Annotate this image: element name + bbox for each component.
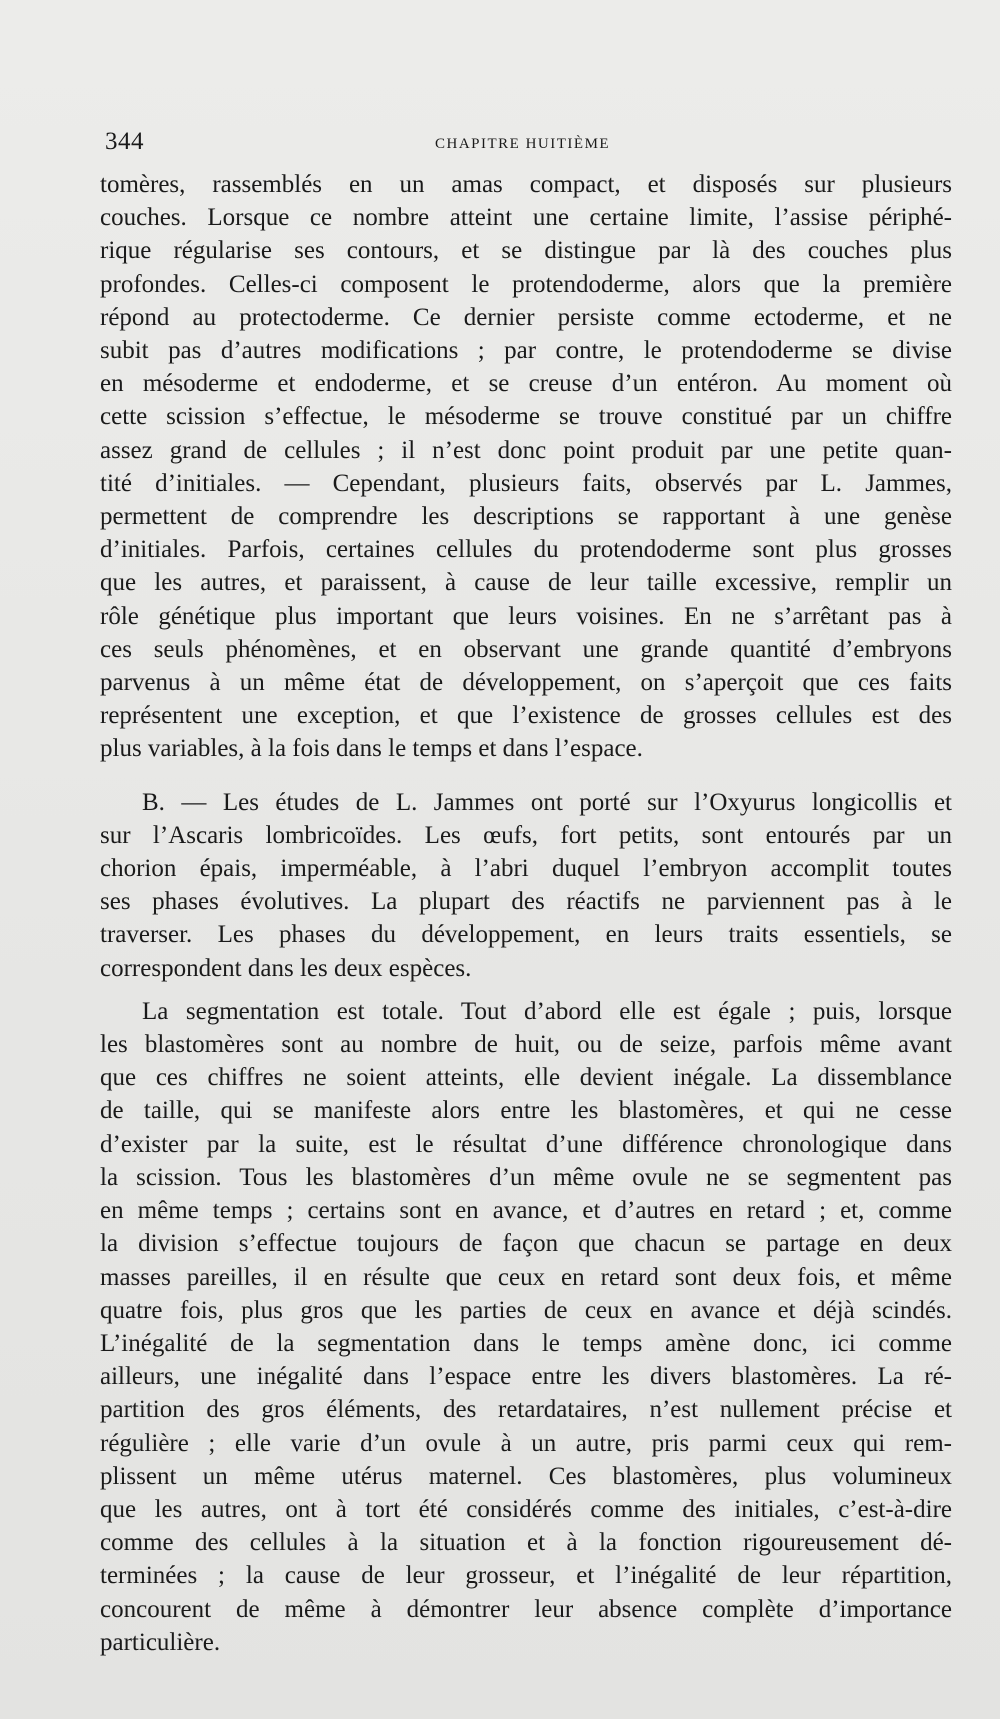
text-line: sur l’Ascaris lombricoïdes. Les œufs, fort petits, sont entourés par un <box>100 821 952 849</box>
text-line: assez grand de cellules ; il n’est donc point produit par une petite quan- <box>100 436 952 464</box>
text-line: tité d’initiales. — Cependant, plusieurs faits, observés par L. Jammes, <box>100 469 952 497</box>
text-line: La segmentation est totale. Tout d’abord elle est égale ; puis, lorsque <box>142 997 952 1025</box>
text-line: quatre fois, plus gros que les parties de ceux en avance et déjà scindés. <box>100 1296 952 1324</box>
text-line: B. — Les études de L. Jammes ont porté sur l’Oxyurus longicollis et <box>142 788 952 816</box>
paragraph-1 <box>100 168 952 766</box>
text-line: permettent de comprendre les descriptions se rapportant à une genèse <box>100 503 952 531</box>
text-line: concourent de même à démontrer leur absence complète d’importance <box>100 1595 952 1623</box>
text-line: profondes. Celles-ci composent le protendoderme, alors que la première <box>100 270 952 298</box>
paragraph-gap <box>100 766 952 786</box>
text-line: comme des cellules à la situation et à la fonction rigoureusement dé- <box>100 1529 952 1557</box>
text-line: plissent un même utérus maternel. Ces blastomères, plus volumineux <box>100 1462 952 1490</box>
running-head: CHAPITRE HUITIÈME <box>435 136 611 152</box>
text-line: ces seuls phénomènes, et en observant une grande quantité d’embryons <box>100 635 952 663</box>
text-line: répond au protectoderme. Ce dernier persiste comme ectoderme, et ne <box>100 303 952 331</box>
text-line: en même temps ; certains sont en avance, et d’autres en retard ; et, comme <box>100 1197 952 1225</box>
body-text <box>100 168 952 1659</box>
text-line: subit pas d’autres modifications ; par contre, le protendoderme se divise <box>100 337 952 365</box>
page-number: 344 <box>105 128 144 155</box>
paragraph-3 <box>100 995 952 1659</box>
paragraph-2 <box>100 786 952 985</box>
text-line: parvenus à un même état de développement, on s’aperçoit que ces faits <box>100 669 952 697</box>
text-line: ses phases évolutives. La plupart des réactifs ne parviennent pas à le <box>100 888 952 916</box>
page-header <box>105 128 955 158</box>
text-line: la division s’effectue toujours de façon que chacun se partage en deux <box>100 1230 952 1258</box>
text-line: rôle génétique plus important que leurs voisines. En ne s’arrêtant pas à <box>100 602 952 630</box>
text-line: en mésoderme et endoderme, et se creuse d’un entéron. Au moment où <box>100 370 952 398</box>
text-line: que les autres, et paraissent, à cause de leur taille excessive, remplir un <box>100 569 952 597</box>
text-line: les blastomères sont au nombre de huit, ou de seize, parfois même avant <box>100 1031 952 1059</box>
text-line: plus variables, à la fois dans le temps et dans l’espace. <box>100 735 643 763</box>
text-line: L’inégalité de la segmentation dans le temps amène donc, ici comme <box>100 1329 952 1357</box>
text-line: que les autres, ont à tort été considérés comme des initiales, c’est-à-dire <box>100 1495 952 1523</box>
text-line: masses pareilles, il en résulte que ceux en retard sont deux fois, et même <box>100 1263 952 1291</box>
text-line: couches. Lorsque ce nombre atteint une certaine limite, l’assise périphé- <box>100 204 952 232</box>
text-line: traverser. Les phases du développement, en leurs traits essentiels, se <box>100 921 952 949</box>
text-line: d’initiales. Parfois, certaines cellules du protendoderme sont plus grosses <box>100 536 952 564</box>
text-line: partition des gros éléments, des retardataires, n’est nullement précise et <box>100 1396 952 1424</box>
text-line: terminées ; la cause de leur grosseur, et l’inégalité de leur répartition, <box>100 1562 952 1590</box>
text-line: cette scission s’effectue, le mésoderme se trouve constitué par un chiffre <box>100 403 952 431</box>
text-line: de taille, qui se manifeste alors entre les blastomères, et qui ne cesse <box>100 1097 952 1125</box>
text-line: particulière. <box>100 1628 221 1656</box>
text-line: représentent une exception, et que l’existence de grosses cellules est des <box>100 702 952 730</box>
text-line: la scission. Tous les blastomères d’un même ovule ne se segmentent pas <box>100 1163 952 1191</box>
text-line: rique régularise ses contours, et se distingue par là des couches plus <box>100 237 952 265</box>
paragraph-gap <box>100 985 952 995</box>
text-line: d’exister par la suite, est le résultat d’une différence chronologique dans <box>100 1130 952 1158</box>
text-line: tomères, rassemblés en un amas compact, et disposés sur plusieurs <box>100 171 952 198</box>
text-line: ailleurs, une inégalité dans l’espace entre les divers blastomères. La ré- <box>100 1363 952 1391</box>
text-line: que ces chiffres ne soient atteints, elle devient inégale. La dissemblance <box>100 1064 952 1092</box>
text-line: régulière ; elle varie d’un ovule à un autre, pris parmi ceux qui rem- <box>100 1429 952 1457</box>
text-line: correspondent dans les deux espèces. <box>100 954 472 982</box>
text-line: chorion épais, imperméable, à l’abri duquel l’embryon accomplit toutes <box>100 855 952 883</box>
